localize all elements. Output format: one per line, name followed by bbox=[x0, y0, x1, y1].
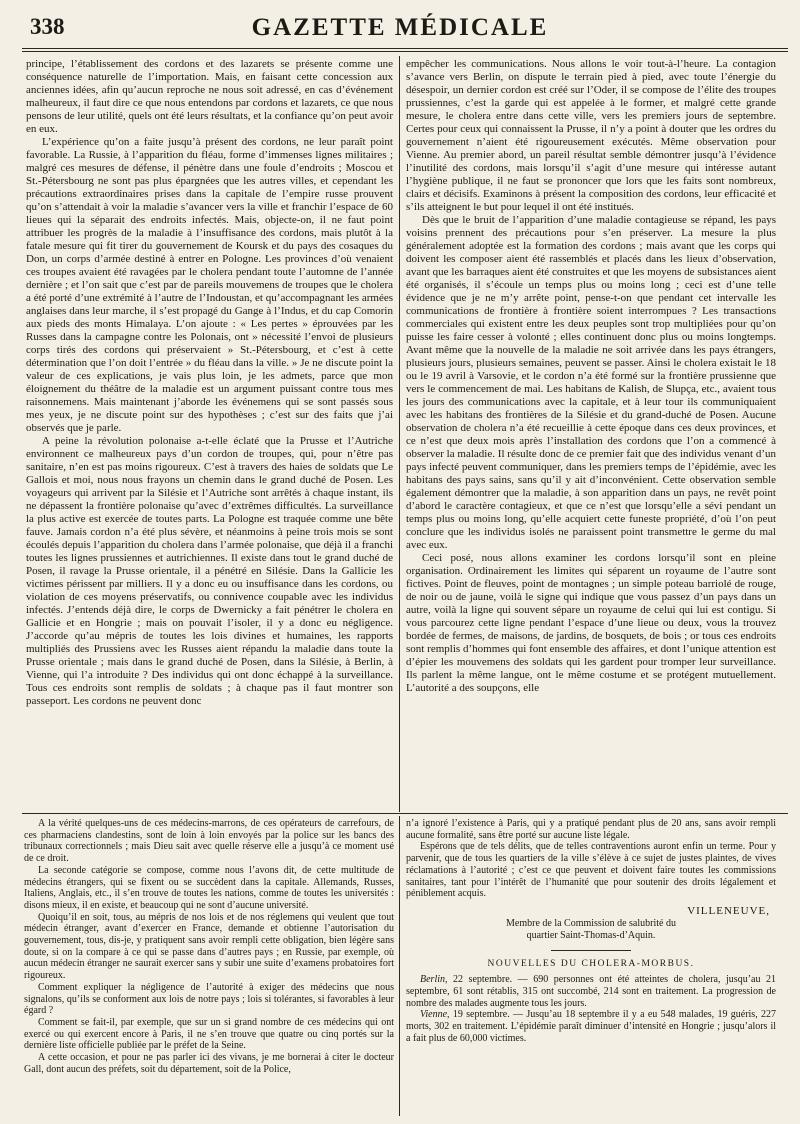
footnote-paragraph: A cette occasion, et pour ne pas parler ici des vivans, je me bornerai à citer le docteur Gall, dont aucun des préfets, soit du département, soit de la Police, bbox=[24, 1052, 394, 1075]
footnote-paragraph: A la vérité quelques-uns de ces médecins-marrons, de ces opérateurs de carrefours, de ces pharmaciens clandestins, sont de loin à loin envoyés par la police sur les bancs des tribunaux correctionnels ; mais Dieu sait avec quelle réserve elle a jusqu’à ce moment usé de ce droit. bbox=[24, 818, 394, 865]
news-heading-subject: CHOLERA-MORBUS. bbox=[581, 958, 695, 969]
signature-name: VILLENEUVE, bbox=[687, 904, 770, 917]
page-number: 338 bbox=[30, 14, 65, 39]
paragraph: L’expérience qu’on a faite jusqu’à présent des cordons, ne leur paraît point favorable. La Russie, à l’apparition du fléau, forme d’immenses lignes militaires ; malgré ces mesures de défense, il pénètre dans une foule d’endroits ; Moscou et St.-Pétersbourg ne sont pas plus épargnées que les autres villes, et cependant les précautions extraordinaires prises dans la capitale de l’empire russe prouvent qu’on s’attendait à voir la maladie s’avancer vers la ville et franchir l’espace de 60 lieues qui la séparait des endroits infectés. Mais, objecte-on, il ne faut point attribuer les progrès de la maladie à l’insuffisance des cordons, mais plutôt à la fatale mesure qui fit tirer du gouvernement de Koursk et du pays des cosaques du Don, un corps d’armée destiné à entrer en Pologne. Les provinces d’où venaient ces troupes avaient été ravagées par le cholera pendant toute l’automne de l’année dernière ; et l’on sait que c’est par de pareils mouvemens de troupes que le cholera a été porté d’une extrémité à l’autre de l’Indoustan, et qu’accompagnant les armées anglaises dans leur marche, il s’est propagé du Gange à l’Indus, et du cap Comorin aux pieds des monts Himalaya. L’on ajoute : « Les pertes » éprouvées par les Russes dans la campagne contre les Polonais, ont » nécessité l’envoi de plusieurs corps tirés des cordons qui préservaient » St.-Pétersbourg, et c’est à cette détermination que l’on doit l’entrée » du fléau dans la ville. » Je ne discute point la valeur de ces explications, je vais plus loin, je les admets, parce que mon éloignement du théâtre de la maladie est un argument puissant contre tous mes raisonnemens. Mais maintenant j’aborde les événemens qui se sont passés sous mes yeux, je ne discute point sur des hypothèses ; c’est sur des faits que j’ai observés que je parle. bbox=[26, 136, 393, 434]
news-city: Berlin bbox=[420, 974, 445, 986]
page-header bbox=[0, 0, 800, 52]
footnote-left-column bbox=[24, 818, 394, 1118]
news-separator bbox=[551, 950, 631, 951]
news-text: , 22 septembre. — 690 personnes ont été atteintes de cholera, jusqu’au 21 septembre, 61 sont rétablis, 315 ont succombé, 214 sont en traitement. La progression de nombre des malades augmente tous les jours. bbox=[406, 974, 776, 1009]
header-rule bbox=[22, 48, 788, 49]
journal-title: GAZETTE MÉDICALE bbox=[251, 14, 549, 41]
footnote-rule bbox=[22, 813, 788, 814]
paragraph: empêcher les communications. Nous allons le voir tout-à-l’heure. La contagion s’avance vers Berlin, on dispute le terrain pied à pied, avec toute l’énergie du désespoir, un dernier cordon est créé sur l’Oder, il se compose de l’élite des troupes prussiennes, c’est la garde qui est appelée à le former, et malgré cette grande mesure, le cholera entre dans cette ville, vers les premiers jours de septembre. Certes pour ceux qui connaissent la Prusse, il n’y a point à douter que les ordres du gouvernement n’aient été rigoureusement exécutés. Même observation pour Vienne. Au premier abord, un pareil résultat semble démontrer jusqu’à l’évidence l’inutilité des cordons, mais lorsqu’il s’agit d’une mesure qui intéresse autant l’hygiène publique, il ne faut se prononcer que lors que les faits sont nombreux, clairs et décisifs. Examinons à présent la composition des cordons, leur efficacité et s’ils atteignent le but pour lequel il ont été institués. bbox=[406, 58, 776, 213]
footnote-column-divider bbox=[399, 816, 400, 1116]
footnote-paragraph: Comment se fait-il, par exemple, que sur un si grand nombre de ces médecins qui ont exercé ou qui exercent encore à Paris, il ne s’en trouve que quatre ou cinq portés sur la dernière liste officielle publiée par le préfet de la Seine. bbox=[24, 1016, 394, 1052]
footnote-paragraph: Comment expliquer la négligence de l’autorité à exiger des médecins que nous signalons, qu’ils se conforment aux lois de notre pays ; lois si tolérantes, si favorables à leur égard ? bbox=[24, 981, 394, 1017]
news-text: , 19 septembre. — Jusqu’au 18 septembre il y a eu 548 malades, 19 guéris, 227 morts, 302 en traitement. L’épidémie paraît diminuer d’intensité en Hongrie ; jusqu’alors il a fait plus de 60,000 victimes. bbox=[406, 1009, 776, 1044]
news-item bbox=[406, 974, 776, 1009]
footnote-paragraph: Quoiqu’il en soit, tous, au mépris de nos lois et de nos réglemens qui veulent que tout médecin étranger, avant d’exercer en France, demande et obtienne l’autorisation du gouvernement, tous, dis-je, y pratiquent sans avoir rempli cette obligation, bien légère sans doute, si on la compare à ce qui se passe dans d’autres pays ; en Russie, par exemple, où aucun médecin étranger ne saurait exercer sans y subir une suite d’examens probatoires fort rigoureux. bbox=[24, 911, 394, 982]
right-article-column bbox=[406, 58, 776, 810]
footnote-paragraph: n’a ignoré l’existence à Paris, qui y a pratiqué pendant plus de 20 ans, sans avoir rempli aucune formalité, sans être porté sur aucune liste légale. bbox=[406, 818, 776, 841]
news-heading-text: NOUVELLES DU bbox=[487, 958, 578, 969]
signature-block bbox=[406, 906, 776, 942]
footnote-paragraph: La seconde catégorie se compose, comme nous l’avons dit, de cette multitude de médecins étrangers, qui se fixent ou se succèdent dans la capitale. Allemands, Russes, Italiens, Anglais, etc., il s’en trouve de toutes les nations, comme de toutes les universités : disons mieux, il en existe, et beaucoup qui ne sont d’aucune université. bbox=[24, 864, 394, 911]
paragraph: principe, l’établissement des cordons et des lazarets se présente comme une conséquence naturelle de l’importation. Mais, en faisant cette concession aux anciennes idées, afin qu’aucun reproche ne nous soit adressé, en cas d’événement malheureux, il faut dire ce que nous entendons par cordons et lazarets, ce que nous pensons de leur utilité, quels ont été leurs résultats, et la confiance qu’on peut avoir en eux. bbox=[26, 58, 393, 135]
paragraph: Dès que le bruit de l’apparition d’une maladie contagieuse se répand, les pays voisins prennent des précautions pour s’en préserver. La mesure la plus généralement adoptée est la formation des cordons ; mais avant que les corps qui doivent les composer aient été rassemblés et placés dans les lieux d’observation, avant que les barraques aient été construites et que les moyens de subsistances aient été organisés, il s’écoule un temps plus ou moins long ; ceci est d’une telle évidence que je ne m’y arrête point, pense-t-on que pendant cet intervalle les communications de frontière à frontière soient interrompues ? Les transactions commerciales qui existent entre les deux peuples sont trop multipliées pour qu’on puisse les faire cesser à volonté ; elles continuent donc plus ou moins longtemps. Avant même que la nouvelle de la maladie ne soit arrivée dans les pays étrangers, plusieurs jours, plusieurs semaines, peuvent se passer. Ainsi le cholera existait le 18 ou le 19 avril à Varsovie, et le cordon n’a été formé sur la frontière prussienne que vers le commencement de mai. Les habitans de Kalish, de Slupça, etc., avaient tous les jours des communications avec la capitale, et à leur tour ils communiquaient avec les habitans des frontières de la Silésie et du grand-duché de Posen. Aucune observation de cholera n’a été recueillie à cette époque dans ces deux provinces, et ce n’est que deux mois après l’installation des cordons que l’on a commencé à observer la maladie. Il résulte donc de ce premier fait que des individus venant d’un pays infecté peuvent communiquer, dans les premiers temps de l’épidémie, avec les habitans des pays sains, sans qu’il y ait d’inconvénient. Cette observation semble également démontrer que la maladie, à son apparition dans un pays, ne revêt point d’abord le caractère contagieux, et que ce n’est que lorsqu’elle a sévi pendant un temps plus ou moins long, qu’elle acquiert cette funeste propriété, d’où l’on peut conclure que les individus isolés ne paraissent point transmettre le germe du mal avec eux. bbox=[406, 214, 776, 551]
news-item bbox=[406, 1009, 776, 1044]
signature-title: quartier Saint-Thomas-d’Aquin. bbox=[526, 929, 656, 941]
left-article-column bbox=[26, 58, 393, 810]
header-rule-thin bbox=[22, 51, 788, 52]
paragraph: A peine la révolution polonaise a-t-elle éclaté que la Prusse et l’Autriche environnent ce malheureux pays d’un cordon de troupes, qui, pour n’être pas sanitaire, n’en est pas moins rigoureux. C’est à travers des haies de soldats que Le Gallois et moi, nous nous frayons un chemin dans le grand duché de Posen. Les voyageurs qui arrivent par la Silésie et l’Autriche sont arrêtés à chaque instant, ils ne dépassent la frontière polonaise qu’avec d’extrêmes difficultés. La surveillance la plus active est exercée de toutes parts. La Pologne est traquée comme une bête fauve. Jamais cordon n’a été plus sévère, et néanmoins à peine trois mois se sont écoulés depuis l’apparition du cholera dans l’armée polonaise, que déjà il a franchi toutes les lignes prussiennes et autrichiennes. Il existe dans tout le grand duché de Posen, il ravage la Prusse orientale, il a pénétré en Silésie. Dans la Gallicie les victimes périssent par milliers. Il y a donc eu ou insuffisance dans les cordons, ou violation de ces moyens préservatifs, ou connivence coupable avec les individus infectés. J’entends déjà dire, le corps de Dwernicky a fait pénétrer le cholera en Gallicie et en Hongrie ; mais on pouvait l’isoler, il y a donc eu négligence. J’accorde qu’au mépris de toutes les lois divines et humaines, les rapports multipliés des Prussiens avec les Russes aient répandu la maladie dans toute la Prusse orientale ; mais dans le grand duché de Posen, dans la Silésie, à Berlin, à Vienne, qui l’a introduite ? Des individus qui ont donc échappé à la surveillance. Tous ces endroits sont remplis de soldats ; à chaque pas il faut montrer son passeport. Les cordons ne peuvent donc bbox=[26, 435, 393, 707]
column-divider bbox=[399, 56, 400, 812]
signature-title: Membre de la Commission de salubrité du bbox=[506, 917, 676, 929]
news-heading bbox=[406, 959, 776, 971]
footnote-paragraph: Espérons que de tels délits, que de telles contraventions auront enfin un terme. Pour y parvenir, que de tous les quartiers de la ville s’élève à ce sujet de justes plaintes, de vives réclamations à l’autorité ; c’est ce que peuvent et doivent faire toutes les commissions sanitaires, tant pour l’intérêt de l’humanité que pour soutenir des droits légalement et péniblement acquis. bbox=[406, 841, 776, 900]
footnote-right-column bbox=[406, 818, 776, 1118]
news-city: Vienne bbox=[420, 1009, 448, 1021]
paragraph: Ceci posé, nous allons examiner les cordons lorsqu’il sont en pleine organisation. Ordinairement les limites qui séparent un royaume de l’autre sont fictives. Point de fleuves, point de montagnes ; un simple poteau barriolé de rouge, de noir ou de jaune, voilà le signe qui indique que vous passez d’un pays dans un autre, voilà la ligne qui souvent sépare un royaume de celui qui lui est contigu. Si vous parcourez cette ligne pendant l’espace d’une lieue ou deux, vous la trouvez bordée de fermes, de maisons, de jardins, de bosquets, de bois ; or tous ces endroits sont remplis d’hommes qui font ensemble des affaires, et dont l’unique attention est d’épier les mouvemens des soldats qui les gardent pour tromper leur surveillance. Ils parlent la même langue, ont le même costume et se protégent mutuellement. L’autorité a des soupçons, elle bbox=[406, 552, 776, 694]
